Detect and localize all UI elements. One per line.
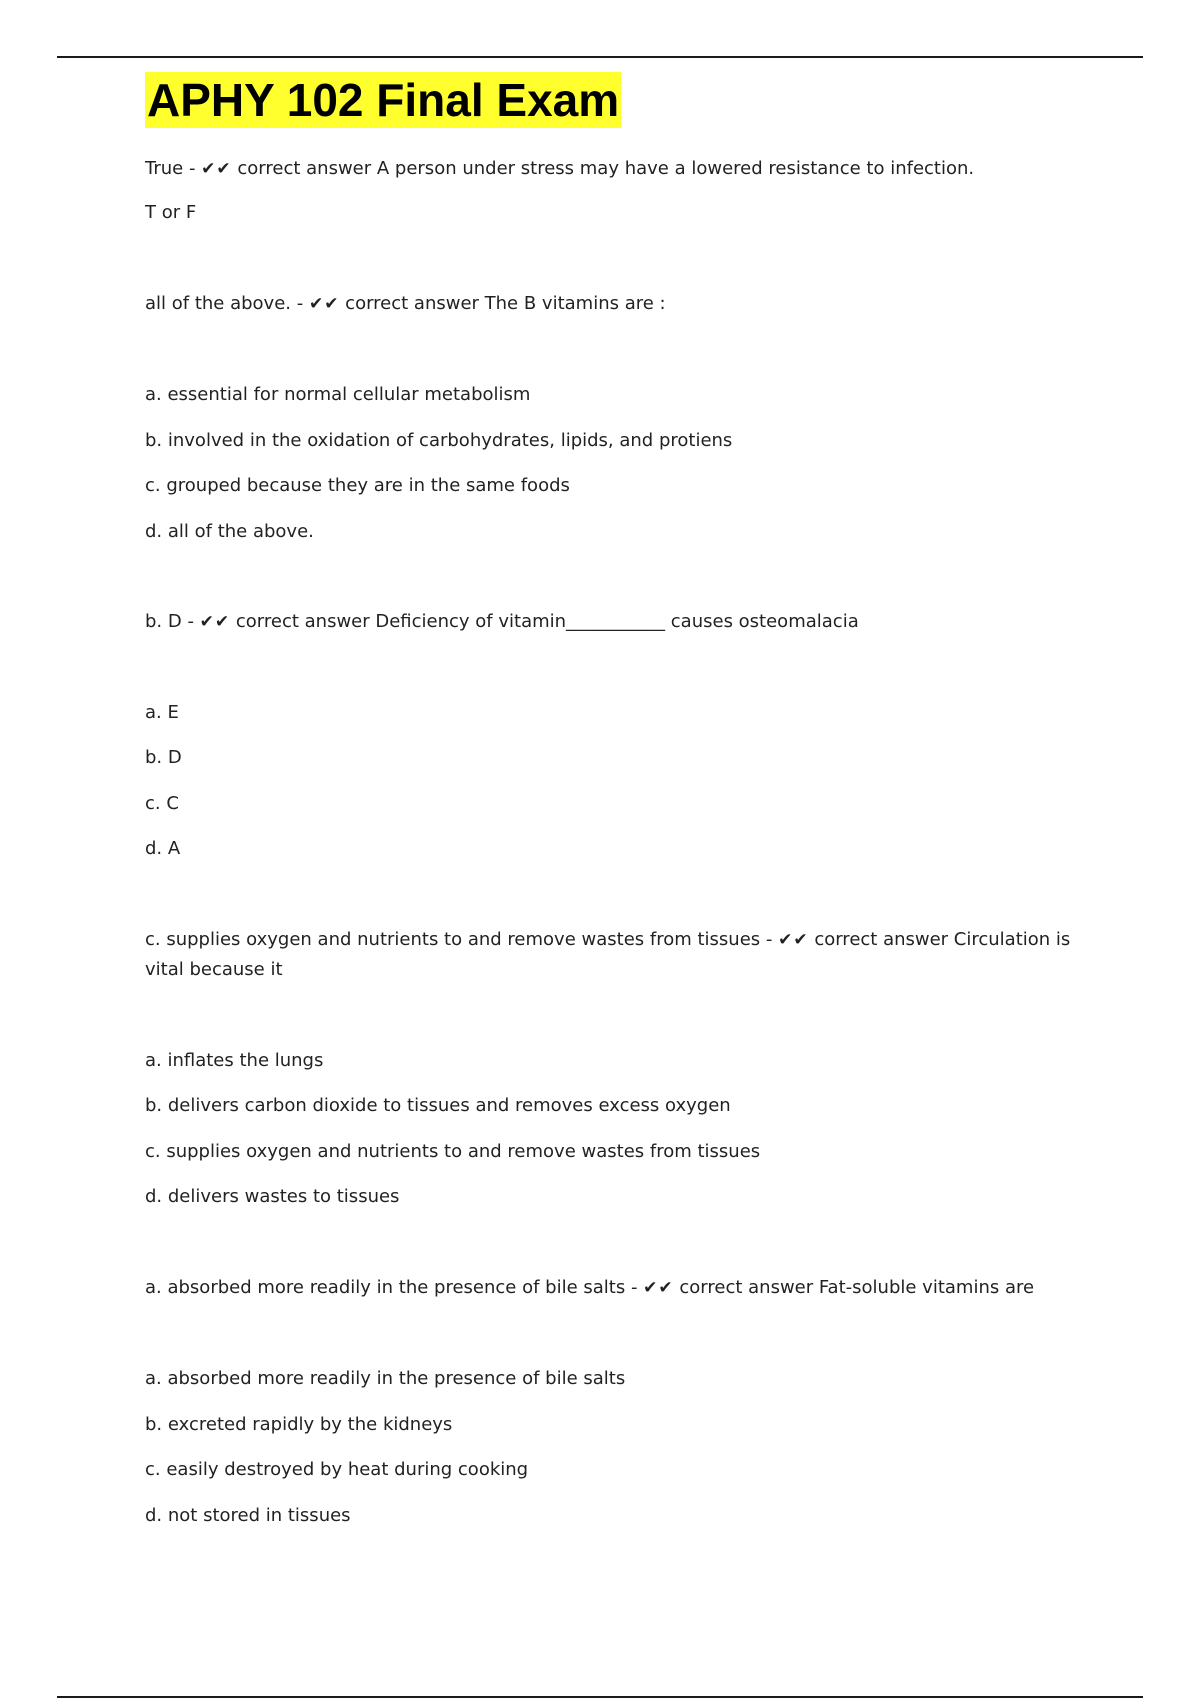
question-3-option-c: c. C [145,793,179,814]
page-title: APHY 102 Final Exam [147,74,620,126]
answer-text: True - [145,158,202,179]
question-5-answer-line [145,1273,1034,1303]
question-5-option-c: c. easily destroyed by heat during cooking [145,1459,529,1480]
question-2-option-c: c. grouped because they are in the same foods [145,475,570,496]
question-2-option-a: a. essential for normal cellular metabolism [145,384,531,405]
question-2-option-b: b. involved in the oxidation of carbohydrates, lipids, and protiens [145,430,733,451]
top-rule [57,56,1143,58]
question-text: correct answer The B vitamins are : [339,293,666,314]
question-text: correct answer Fat-soluble vitamins are [673,1277,1035,1298]
question-5-option-d: d. not stored in tissues [145,1505,351,1526]
answer-text: c. supplies oxygen and nutrients to and remove wastes from tissues - [145,929,779,950]
question-text: correct answer Circulation is vital because it [145,929,1071,980]
check-mark-icon: ✔✔ [308,294,340,314]
question-4-option-b: b. delivers carbon dioxide to tissues and removes excess oxygen [145,1095,731,1116]
question-4-answer-line [145,925,1075,985]
question-4-option-c: c. supplies oxygen and nutrients to and remove wastes from tissues [145,1141,761,1162]
question-2-option-d: d. all of the above. [145,521,314,542]
question-1-answer-line [145,154,974,184]
question-3-option-d: d. A [145,838,181,859]
question-4-option-a: a. inflates the lungs [145,1050,324,1071]
question-2-answer-line [145,289,666,319]
check-mark-icon: ✔✔ [199,612,231,632]
question-1-extra: T or F [145,202,197,223]
question-text: correct answer A person under stress may have a lowered resistance to infection. [231,158,975,179]
answer-text: all of the above. - [145,293,309,314]
check-mark-icon: ✔✔ [201,159,232,179]
answer-text: b. D - [145,611,200,632]
question-5-option-a: a. absorbed more readily in the presence of bile salts [145,1368,626,1389]
check-mark-icon: ✔✔ [643,1278,674,1298]
question-3-answer-line [145,607,859,637]
question-4-option-d: d. delivers wastes to tissues [145,1186,400,1207]
check-mark-icon: ✔✔ [778,930,809,950]
question-3-option-a: a. E [145,702,179,723]
question-5-option-b: b. excreted rapidly by the kidneys [145,1414,453,1435]
question-3-option-b: b. D [145,747,182,768]
bottom-rule [57,1696,1143,1698]
answer-text: a. absorbed more readily in the presence of bile salts - [145,1277,644,1298]
question-text: correct answer Deficiency of vitamin___________ causes osteomalacia [230,611,859,632]
